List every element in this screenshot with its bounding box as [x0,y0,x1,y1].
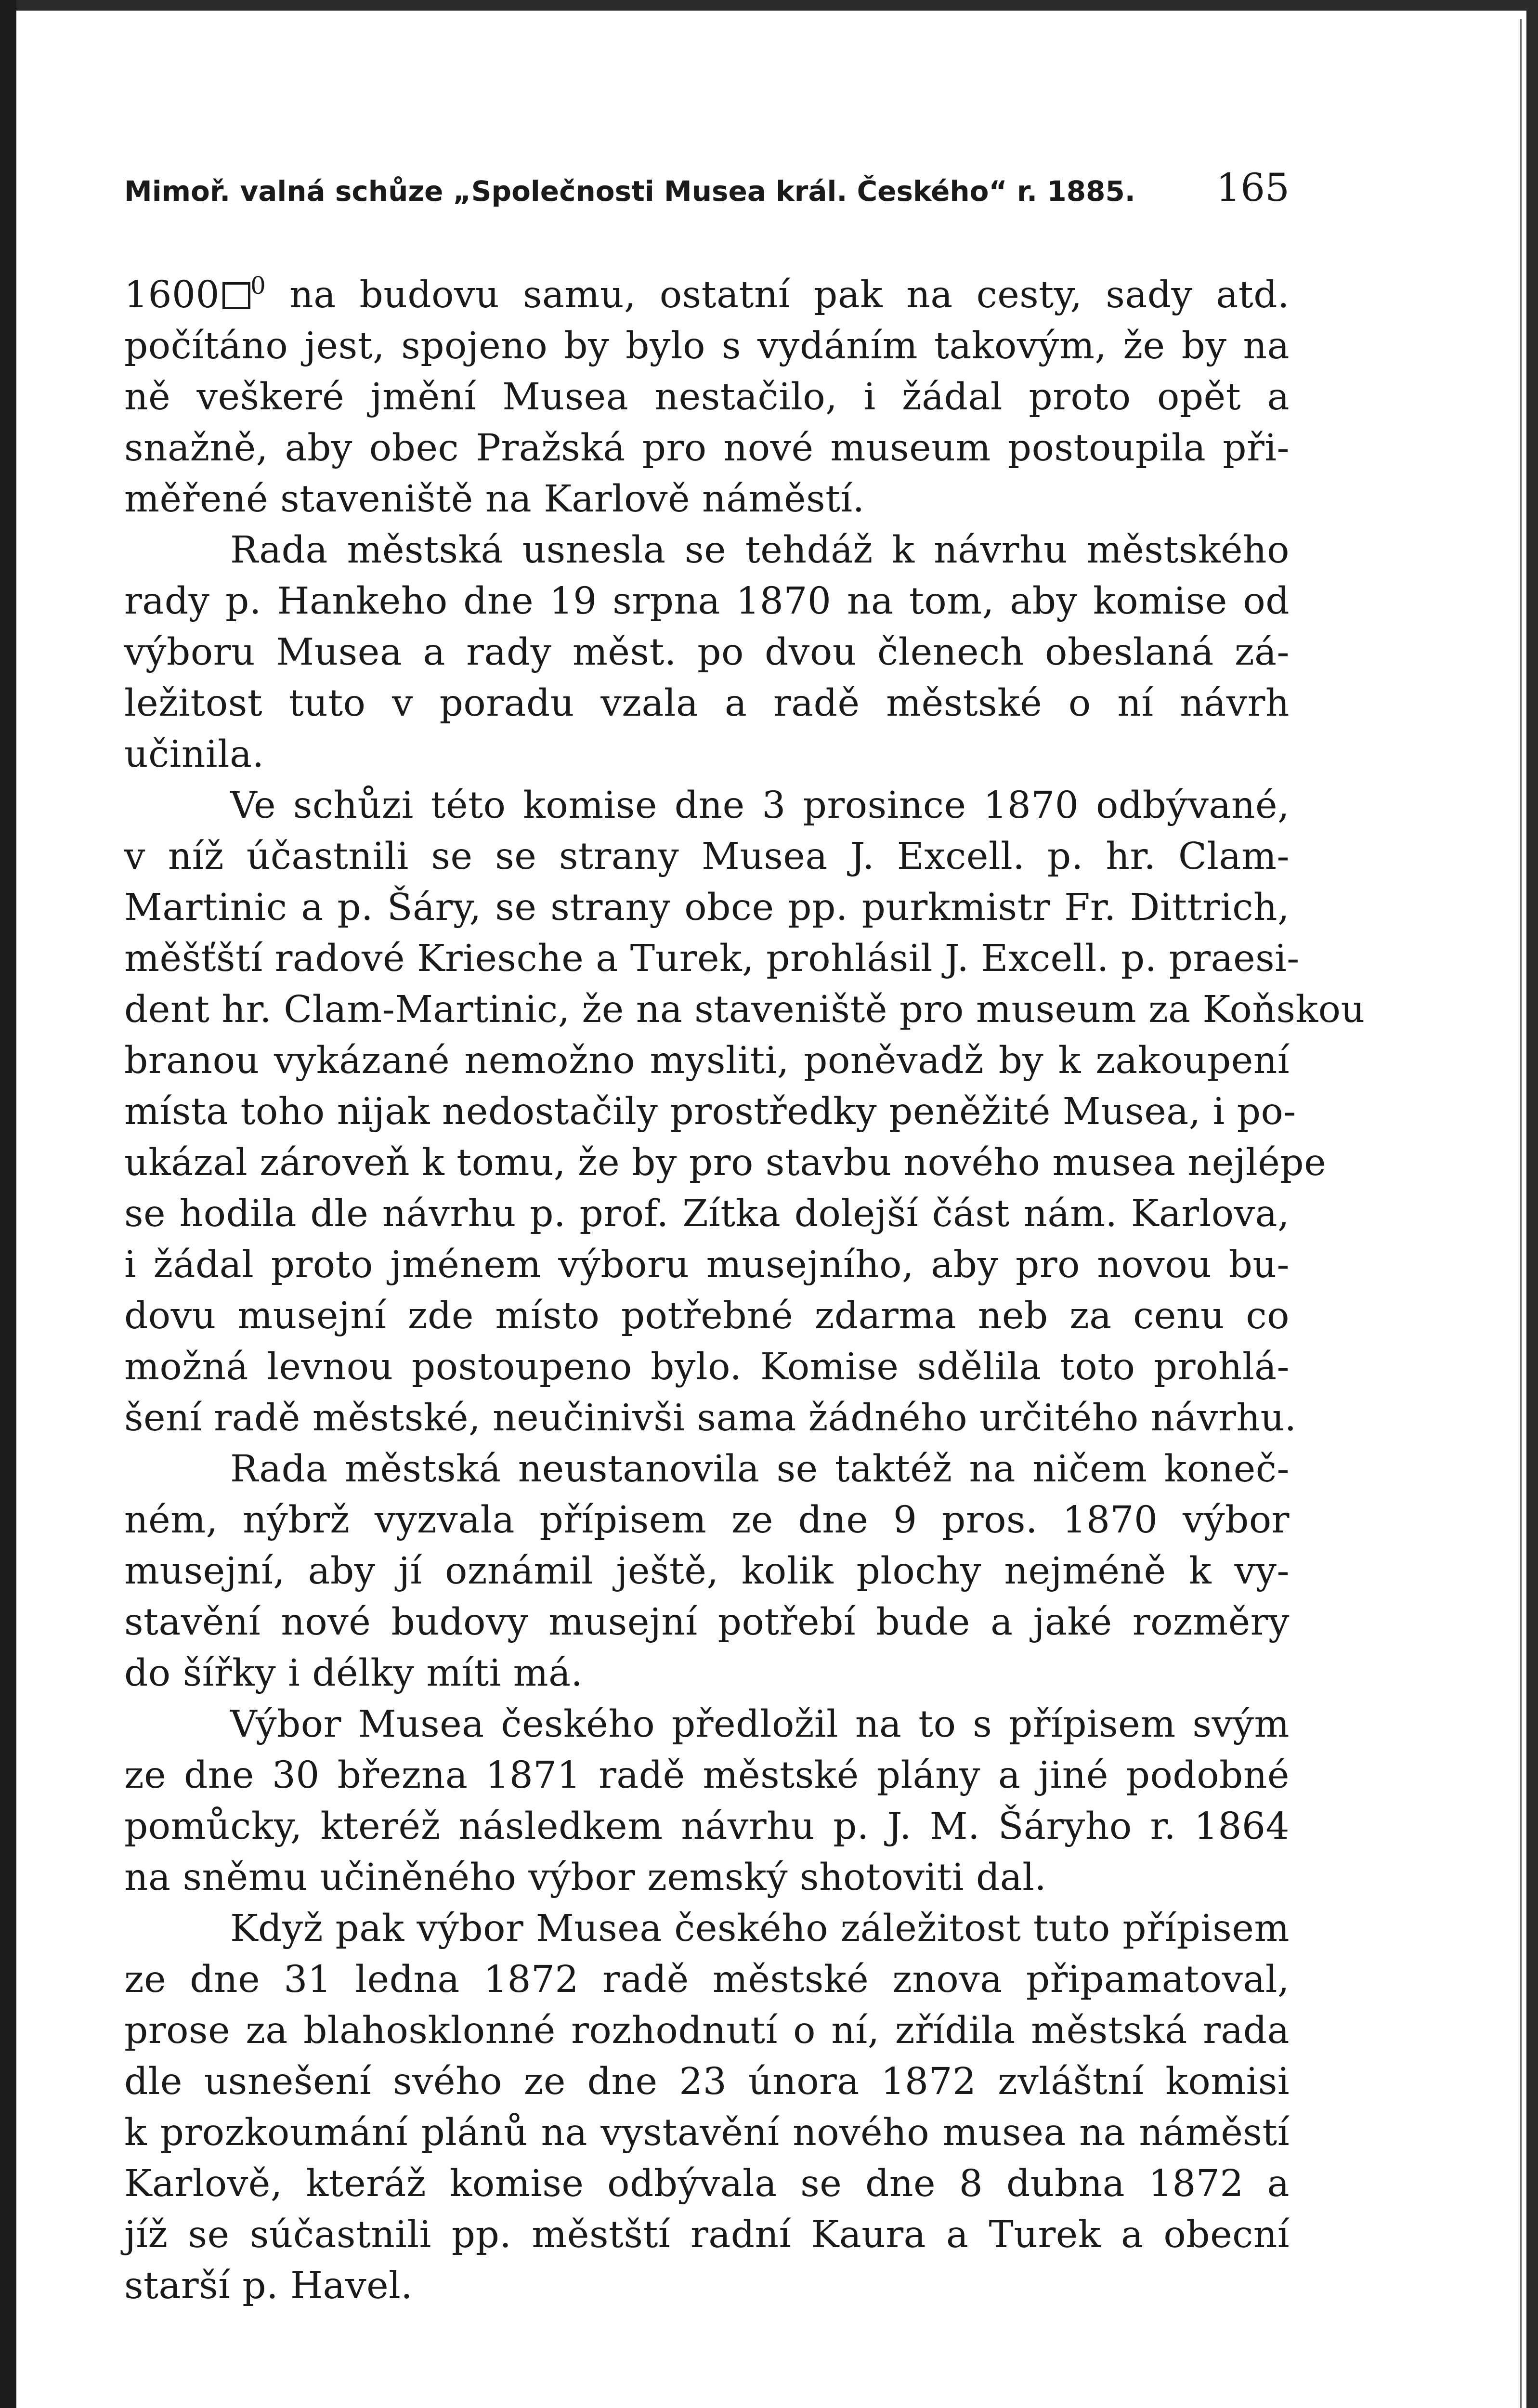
paragraph [124,321,1290,525]
text-line: jíž se súčastnili pp. městští radní Kaura a Turek a obecní [124,2213,1290,2256]
area-number: 1600 [124,274,220,316]
text-line: možná levnou postoupeno bylo. Komise sdělila toto prohlá- [124,1346,1290,1388]
text-line: měřené staveniště na Karlově náměstí. [124,478,865,521]
text-line: na sněmu učiněného výbor zemský shotoviti dal. [124,1856,1047,1899]
text-line: ze dne 30 března 1871 radě městské plány a jiné podobné [124,1754,1290,1797]
text-line: Ve schůzi této komise dne 3 prosince 1870 odbývané, [230,784,1290,827]
text-line: Rada městská neustanovila se taktéž na ničem koneč- [230,1448,1290,1491]
area-superscript: 0 [250,272,266,300]
text-line: ze dne 31 ledna 1872 radě městské znova připamatoval, [124,1958,1290,2001]
text-line: stavění nové budovy musejní potřebí bude a jaké rozměry [124,1601,1290,1644]
text-line: ležitost tuto v poradu vzala a radě městské o ní návrh [124,682,1290,725]
paragraphs [124,321,1365,2312]
text-line: ném, nýbrž vyzvala přípisem ze dne 9 pros. 1870 výbor [124,1499,1290,1542]
text-line: branou vykázané nemožno mysliti, poněvadž by k zakoupení [124,1039,1290,1082]
scan-edge-line [1520,19,1522,2408]
paragraph [124,780,1365,1444]
text-line: musejní, aby jí oznámil ještě, kolik plochy nejméně k vy- [124,1550,1290,1593]
text-line: rady p. Hankeho dne 19 srpna 1870 na tom, aby komise od [124,580,1290,623]
first-line-text: na budovu samu, ostatní pak na cesty, sady atd. [289,274,1290,316]
text-line: i žádal proto jménem výboru musejního, aby pro novou bu- [124,1243,1290,1286]
scan-border-right [1526,0,1538,2408]
running-header [124,165,1290,210]
scan-border-top [0,0,1538,11]
text-line: Karlově, kteráž komise odbývala se dne 8 dubna 1872 a [124,2162,1290,2205]
scan-border-left [0,0,16,2408]
text-line: dovu musejní zde místo potřebné zdarma neb za cenu co [124,1295,1290,1337]
text-line: učinila. [124,733,264,776]
text-line: ně veškeré jmění Musea nestačilo, i žádal proto opět a [124,376,1290,419]
text-line: Martinic a p. Šáry, se strany obce pp. purkmistr Fr. Dittrich, [124,886,1290,929]
square-symbol-icon [222,282,250,309]
page [124,165,1365,2312]
body-text [124,270,1365,2312]
paragraph [124,1444,1290,1699]
text-line: počítáno jest, spojeno by bylo s vydáním takovým, že by na [124,325,1290,367]
text-line: prose za blahosklonné rozhodnutí o ní, zřídila městská rada [124,2009,1290,2052]
text-line: dle usnešení svého ze dne 23 února 1872 zvláštní komisi [124,2060,1290,2103]
text-line: místa toho nijak nedostačily prostředky peněžité Musea, i po- [124,1090,1296,1133]
text-line: Rada městská usnesla se tehdáž k návrhu městského [230,529,1290,572]
paragraph [124,1699,1290,1903]
text-line: pomůcky, kteréž následkem návrhu p. J. M. Šáryho r. 1864 [124,1805,1290,1848]
text-line: k prozkoumání plánů na vystavění nového musea na náměstí [124,2111,1290,2154]
text-line: snažně, aby obec Pražská pro nové museum postoupila při- [124,427,1290,470]
text-line: v níž účastnili se se strany Musea J. Excell. p. hr. Clam- [124,835,1290,878]
page-number: 165 [1216,165,1290,210]
text-line [124,270,1290,321]
text-line: měšťští radové Kriesche a Turek, prohlásil J. Excell. p. praesi- [124,937,1300,980]
text-line: ukázal zároveň k tomu, že by pro stavbu nového musea nejlépe [124,1141,1327,1184]
paragraph [124,1903,1290,2312]
text-line: dent hr. Clam-Martinic, že na staveniště pro museum za Koňskou [124,988,1365,1031]
text-line: starší p. Havel. [124,2264,413,2307]
text-line: do šířky i délky míti má. [124,1652,583,1695]
text-line: se hodila dle návrhu p. prof. Zítka dolejší část nám. Karlova, [124,1192,1290,1235]
text-line: šení radě městské, neučinivši sama žádného určitého návrhu. [124,1397,1297,1440]
header-title: Mimoř. valná schůze „Společnosti Musea král. Českého“ r. 1885. [124,175,1135,208]
text-line: Výbor Musea českého předložil na to s přípisem svým [230,1703,1290,1746]
text-line: výboru Musea a rady měst. po dvou členech obeslaná zá- [124,631,1290,674]
text-line: Když pak výbor Musea českého záležitost tuto přípisem [230,1907,1290,1950]
paragraph [124,525,1290,780]
